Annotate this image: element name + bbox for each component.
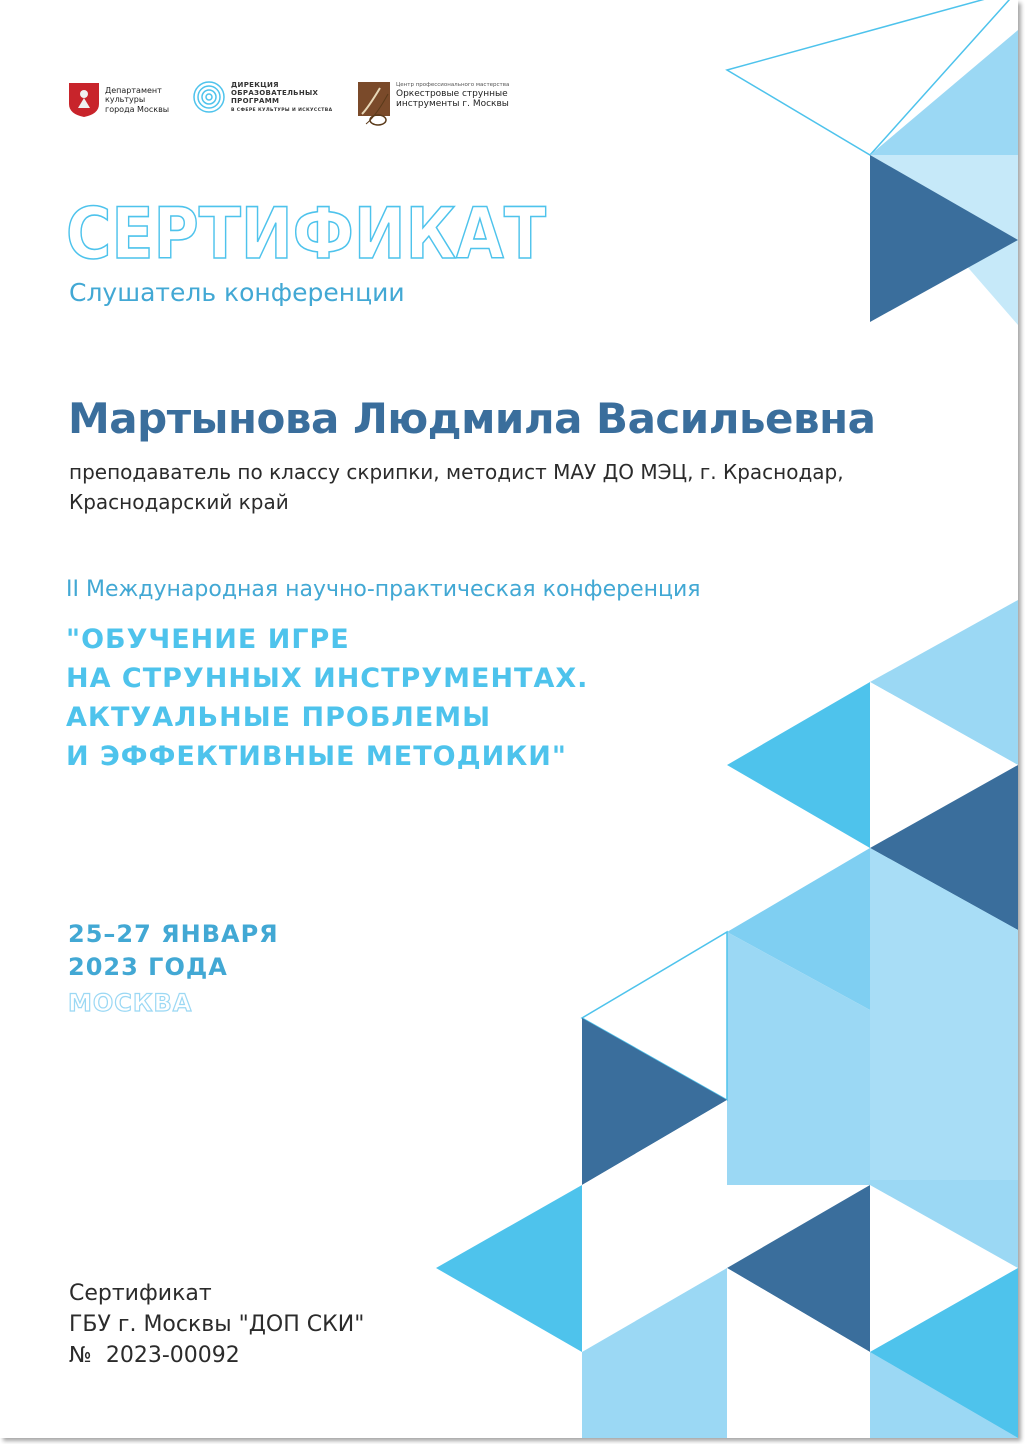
conference-city <box>67 987 207 1017</box>
center-logo-subline: Центр профессионального мастерства <box>396 81 510 88</box>
recipient-name: Мартынова Людмила Васильевна <box>68 394 876 443</box>
conference-dates-line: 2023 ГОДА <box>68 953 228 981</box>
department-logo-line: города Москвы <box>105 104 170 114</box>
conference-title-line: АКТУАЛЬНЫЕ ПРОБЛЕМЫ <box>66 702 492 733</box>
directorate-logo <box>192 80 333 114</box>
violin-icon <box>358 80 392 128</box>
certificate-title-text: СЕРТИФИКАТ <box>66 196 547 270</box>
center-logo-line: Оркестровые струнные <box>396 88 508 99</box>
recipient-position <box>69 457 849 517</box>
directorate-logo-line: ДИРЕКЦИЯ <box>231 80 279 89</box>
directorate-logo-subline: В СФЕРЕ КУЛЬТУРЫ И ИСКУССТВА <box>231 107 333 113</box>
certificate-info-line: Сертификат <box>69 1281 212 1306</box>
center-logo-line: инструменты г. Москвы <box>396 98 509 109</box>
conference-dates <box>68 918 279 984</box>
moscow-coat-of-arms-icon <box>68 82 100 118</box>
recipient-position-line: преподаватель по классу скрипки, методист МАУ ДО МЭЦ, г. Краснодар, <box>69 460 844 484</box>
certificate-info-line: ГБУ г. Москвы "ДОП СКИ" <box>69 1312 365 1337</box>
conference-title-line: И ЭФФЕКТИВНЫЕ МЕТОДИКИ" <box>66 741 567 772</box>
conference-title-line: "ОБУЧЕНИЕ ИГРЕ <box>66 624 350 655</box>
conference-name: II Международная научно-практическая конференция <box>66 577 701 602</box>
conference-title <box>66 620 686 776</box>
directorate-logo-line: ПРОГРАММ <box>231 96 280 105</box>
department-logo-line: культуры <box>105 95 146 105</box>
department-logo-line: Департамент <box>105 85 162 95</box>
conference-city-text: МОСКВА <box>68 989 193 1017</box>
certificate-number: № 2023-00092 <box>69 1343 240 1368</box>
directorate-logo-line: ОБРАЗОВАТЕЛЬНЫХ <box>231 88 319 97</box>
certificate-subtitle: Слушатель конференции <box>69 278 405 307</box>
conference-title-line: НА СТРУННЫХ ИНСТРУМЕНТАХ. <box>66 663 589 694</box>
department-culture-logo <box>68 82 169 118</box>
strings-center-logo <box>358 80 509 128</box>
certificate-title <box>64 196 564 270</box>
recipient-position-line: Краснодарский край <box>69 490 289 514</box>
concentric-circles-icon <box>192 80 226 114</box>
certificate-number-block <box>69 1278 364 1371</box>
conference-dates-line: 25–27 ЯНВАРЯ <box>68 920 279 948</box>
